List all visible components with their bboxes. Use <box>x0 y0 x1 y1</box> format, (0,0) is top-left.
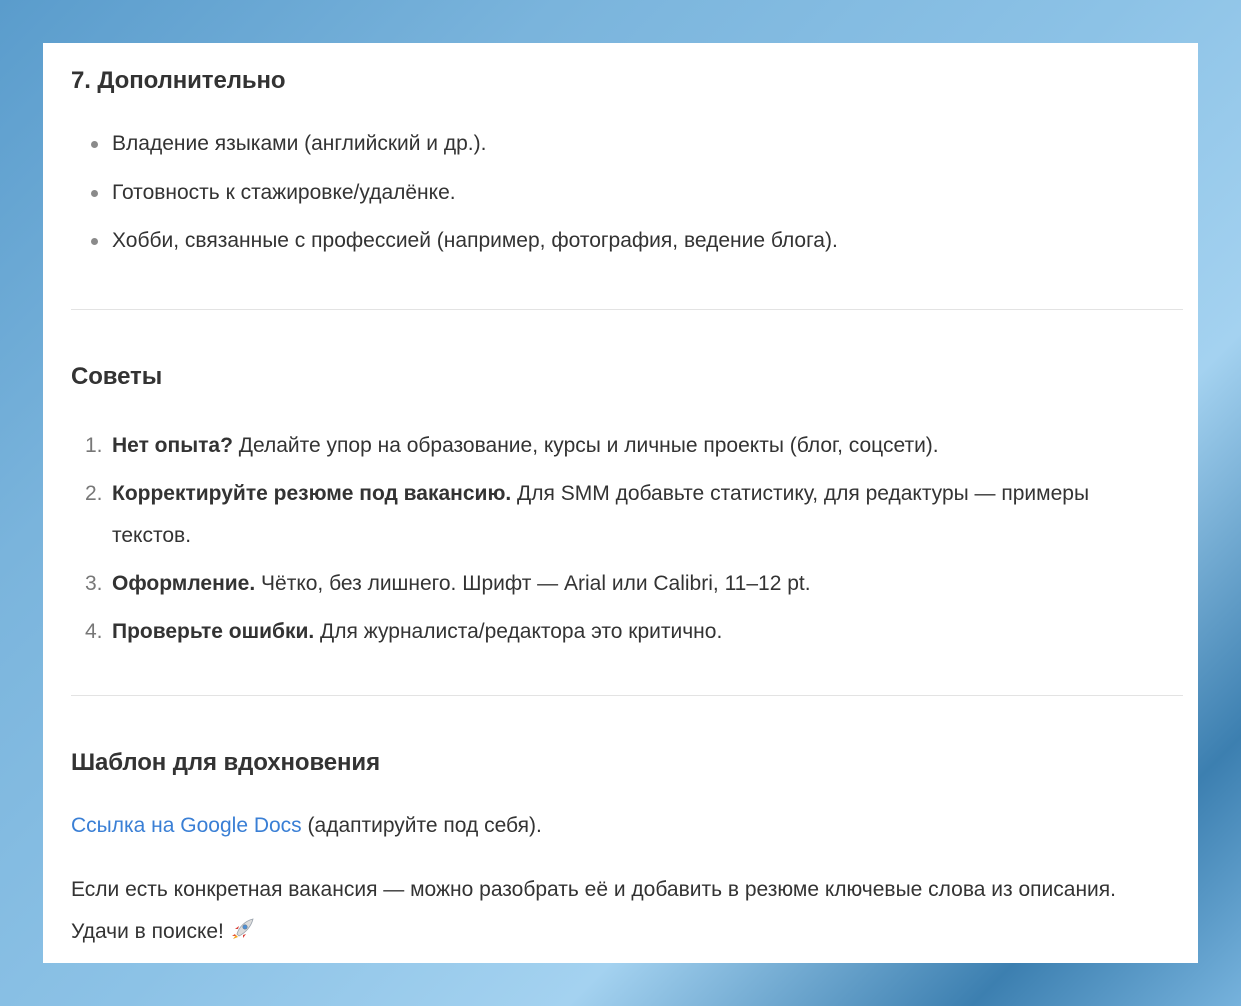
closing-text: Если есть конкретная вакансия — можно разобрать её и добавить в резюме ключевые слова из описания. Удачи в поиске! <box>71 878 1116 943</box>
tip-number: 2. <box>85 482 103 505</box>
section-heading-template: Шаблон для вдохновения <box>71 749 380 776</box>
section-divider <box>71 695 1183 696</box>
tip-item <box>71 473 1161 557</box>
tip-number: 1. <box>85 434 103 457</box>
section-heading-tips: Советы <box>71 363 163 390</box>
tip-text: Делайте упор на образование, курсы и личные проекты (блог, соцсети). <box>232 434 939 457</box>
tip-bold: Проверьте ошибки. <box>112 620 315 643</box>
tip-item <box>71 563 1161 605</box>
list-item <box>71 129 838 178</box>
tip-number: 4. <box>85 620 103 643</box>
list-item-text: Владение языками (английский и др.). <box>112 132 487 155</box>
tip-text: Для SMM добавьте статистику, для редактуры — примеры текстов. <box>112 482 1090 547</box>
tip-text: Чётко, без лишнего. Шрифт — Arial или Calibri, 11–12 pt. <box>255 572 811 595</box>
tip-item <box>71 611 1161 653</box>
template-link-line <box>71 811 542 841</box>
bullet-icon <box>91 141 98 148</box>
section-divider <box>71 309 1183 310</box>
tip-item <box>71 425 1161 467</box>
rocket-icon <box>230 914 256 956</box>
tip-text: Для журналиста/редактора это критично. <box>314 620 723 643</box>
list-item <box>71 226 838 275</box>
document-card <box>43 43 1198 963</box>
list-item-text: Готовность к стажировке/удалёнке. <box>112 180 456 204</box>
list-item-text: Хобби, связанные с профессией (например, фотография, ведение блога). <box>112 229 838 252</box>
bullet-icon <box>91 190 98 197</box>
closing-paragraph <box>71 869 1171 956</box>
list-item <box>71 178 838 227</box>
link-suffix: (адаптируйте под себя). <box>301 814 542 837</box>
tip-bold: Оформление. <box>112 572 256 595</box>
tips-list <box>71 425 1161 659</box>
section-heading-additional: 7. Дополнительно <box>71 67 286 94</box>
tip-bold: Корректируйте резюме под вакансию. <box>112 482 512 505</box>
tip-bold: Нет опыта? <box>112 434 233 457</box>
google-docs-link[interactable]: Ссылка на Google Docs <box>71 814 302 837</box>
additional-list <box>71 129 838 275</box>
bullet-icon <box>91 238 98 245</box>
tip-number: 3. <box>85 572 103 595</box>
